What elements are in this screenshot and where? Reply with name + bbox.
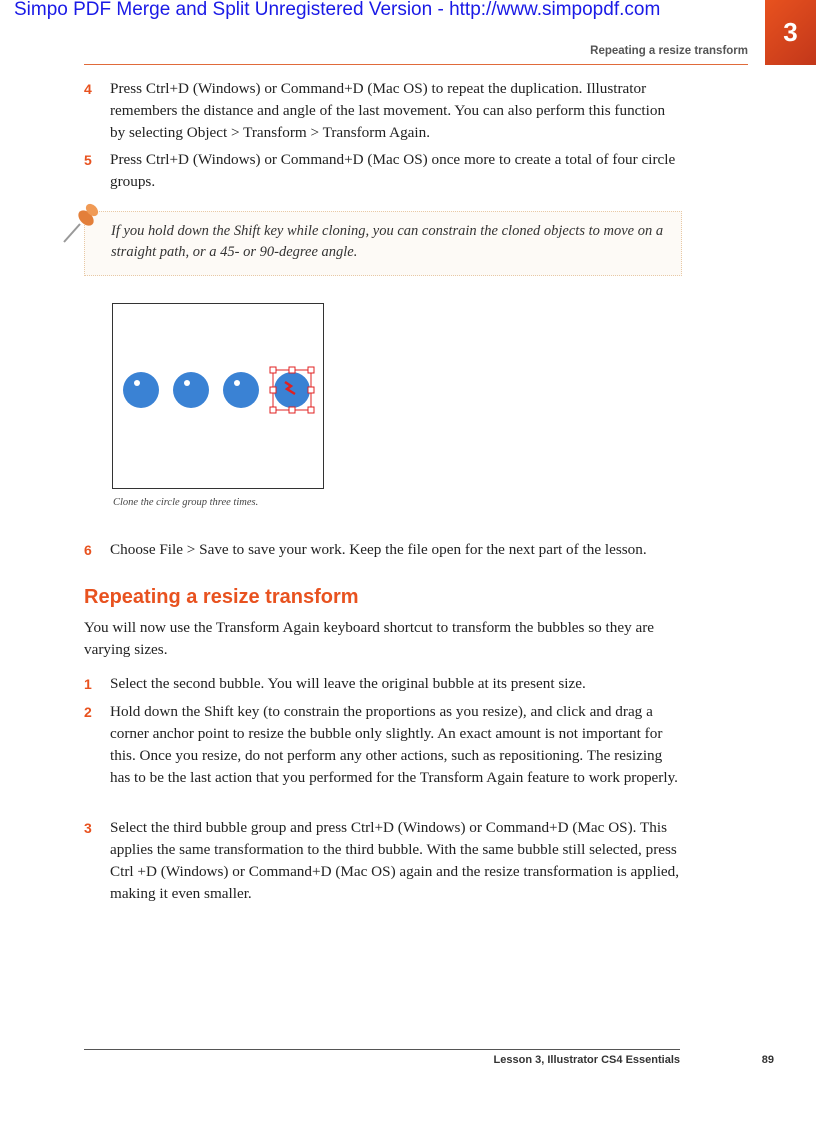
step-text: Hold down the Shift key (to constrain the proportions as you resize), and click and drag a corner anchor point to resize the bubble only slightly. An exact amount is not important for this. Once you resize, do not perform any other actions, such as repositioning. The resizing has to be the last action that you performed for the Transform Again feature to work properly. <box>110 703 678 786</box>
step-item <box>84 701 684 789</box>
step-number: 3 <box>84 820 92 836</box>
step-item <box>84 817 684 905</box>
push-pin-icon <box>58 198 104 248</box>
footer-rule <box>84 1049 680 1050</box>
step-item <box>84 149 684 193</box>
running-head: Repeating a resize transform <box>590 45 748 57</box>
header-rule <box>84 64 748 65</box>
bubble <box>173 372 209 408</box>
step-number: 6 <box>84 542 92 558</box>
watermark-banner: Simpo PDF Merge and Split Unregistered Version - http://www.simpopdf.com <box>14 0 661 20</box>
step-number: 4 <box>84 81 92 97</box>
step-item <box>84 539 684 561</box>
step-number: 5 <box>84 152 92 168</box>
chapter-tab: 3 <box>765 0 816 65</box>
step-text: Press Ctrl+D (Windows) or Command+D (Mac OS) once more to create a total of four circle groups. <box>110 151 676 190</box>
tip-text: If you hold down the Shift key while cloning, you can constrain the cloned objects to move on a straight path, or a 45- or 90-degree angle. <box>111 223 664 260</box>
page-number: 89 <box>761 1054 774 1066</box>
step-text: Select the second bubble. You will leave the original bubble at its present size. <box>110 675 586 692</box>
selected-bubble <box>274 372 310 408</box>
step-text: Press Ctrl+D (Windows) or Command+D (Mac OS) to repeat the duplication. Illustrator remembers the distance and angle of the last movement. You can also perform this function by selecting Object > Transform > Transform Again. <box>110 80 666 141</box>
figure-caption: Clone the circle group three times. <box>113 497 259 508</box>
step-text: Select the third bubble group and press Ctrl+D (Windows) or Command+D (Mac OS). This applies the same transformation to the third bubble. With the same bubble still selected, press Ctrl +D (Windows) or Command+D (Mac OS) again and the resize transformation is applied, making it even smaller. <box>110 819 680 902</box>
bubble <box>223 372 259 408</box>
step-number: 1 <box>84 676 92 692</box>
section-intro: You will now use the Transform Again keyboard shortcut to transform the bubbles so they are varying sizes. <box>84 619 655 658</box>
figure-bubbles <box>112 303 324 489</box>
bubble <box>123 372 159 408</box>
step-item <box>84 673 684 695</box>
tip-box <box>84 211 682 276</box>
section-title: Repeating a resize transform <box>84 586 359 608</box>
footer-lesson-title: Lesson 3, Illustrator CS4 Essentials <box>493 1054 680 1066</box>
step-text: Choose File > Save to save your work. Keep the file open for the next part of the lesson. <box>110 541 647 558</box>
step-number: 2 <box>84 704 92 720</box>
step-item <box>84 78 684 144</box>
